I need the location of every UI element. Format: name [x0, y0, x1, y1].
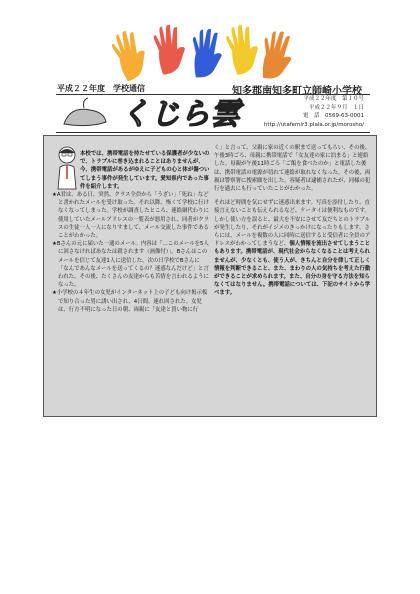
painted-hand-icon: [257, 28, 297, 82]
school-phone: 電 話 0569-63-0001: [303, 113, 364, 119]
painted-hand-icon: [225, 23, 262, 76]
closing-text: [214, 199, 372, 297]
closing-bold: 個人情報を流出させてしまうこともあります。携帯電話が、現代社会からなくなることは考えられませんが、少なくとも、使う人が、きちんと自分を律して正しく情報を判断できること、また、まわりの人の気持ちを考えた行動ができることが求められます。また、自分の身を守る方法を知らなくてはなりません。携帯電話については、下記のサイトから学べます。: [214, 241, 371, 297]
issue-meta: [264, 95, 364, 129]
case-b: ★Bさんの元に届いた一通のメール。内容は「…このメールを5人に回さなければあなたは殺されます（画像付）」。Bさんはこのメールを信じて友達1人に送信した。次の日学校でBさんに「なんであんなメールを送ってくるの？迷惑なんだけど」と言われた。その後、たくさんの友達からも苦情を言われるようになった。: [52, 241, 209, 289]
masthead-logo: [60, 94, 250, 130]
case-a: ★A君は、ある日、突然、クラス全員から「うざい」「死ね」などと書かれたメールを受け取った。それ以降、怖くて学校に行けなくなってしまった。学校が調査したところ、連絡網代わりに使用していたメールアドレスの一覧表が悪用され、同者がクラスの生徒一人一人になりすまして、メール交流した事件であることがわかった。: [52, 192, 209, 240]
issue-date: 平成２２年９月 １日: [308, 104, 364, 111]
painted-hands-decoration: [108, 22, 298, 84]
whale-icon: [64, 98, 106, 126]
school-name: 知多郡南知多町立師崎小学校: [232, 86, 362, 97]
school-url[interactable]: http://utafemir3.plala.or.jp/morosho/: [263, 121, 364, 128]
painted-hand-icon: [190, 28, 224, 80]
issue-title: 平成２２年度 学校通信: [57, 84, 145, 93]
masthead-title: くじら雲: [120, 97, 240, 130]
painted-hand-icon: [153, 23, 187, 75]
closing-plain: それほど時間を気にせずに迷惑出来ます。写真を添付したり、直接言えないことも伝えられるなど、ケータイは便利なものです。しかし使い方を誤ると、最大を不安にさせて友だちとのトラブルが発生したり、それがイジメのきっかけになったりもします。さらには、メールを複数の人に同時に送信すると受信者に全員のアドレスがわかってしまうなど、: [214, 200, 371, 248]
article-column-left: [52, 150, 210, 314]
article-intro: 本校では、携帯電話を持たせている保護者が少ないので、トラブルに巻き込まれることはありませんが、今、携帯電話があるがゆえに子どもの心と体が傷ついてしまう事件が発生しています。愛知県内であった事件を紹介します。: [80, 151, 210, 190]
painted-hand-icon: [109, 27, 151, 82]
header-rule-bottom: [56, 132, 370, 133]
issue-number: 平成２２年度 第１０号: [303, 96, 364, 102]
article-column-right: [214, 144, 372, 298]
case-c: ★小学校の４年生の女児がインターネット上の子ども向け掲示板で知り合った男に誘い出され、4日間、連れ回された。女児は、行方不明になった日の朝、両親に「友達と買い物に行: [52, 290, 208, 313]
case-c-continued: く」と言って、父親に家の近くの駅まで送ってもらい、その後、午後3時ごろ、母親に携帯電話で「女友達の家に泊まる」と連絡した。母親が午後11時ごろ「ご飯を食べたのか」と電話した後は、携帯電話の電源が切れて連絡が取れなくなった。その後、両親は警察署に捜索願を出した。容疑者は逮捕されたが、同様の犯行を過去にも行っていたことがわかった。: [214, 145, 371, 193]
